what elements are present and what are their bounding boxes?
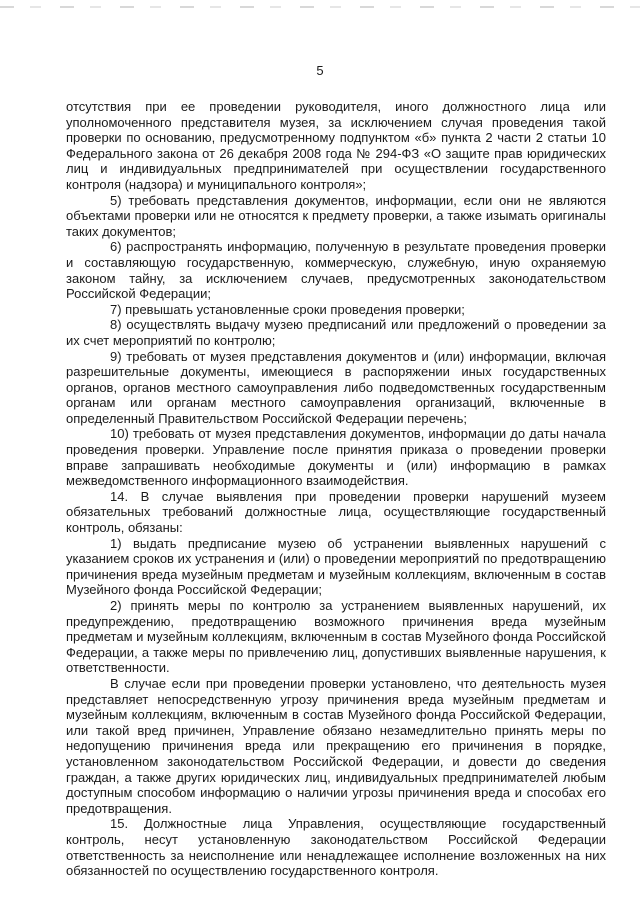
paragraph: 7) превышать установленные сроки проведения проверки;: [110, 301, 465, 317]
paragraph: 1) выдать предписание музею об устранении выявленных нарушений с указанием сроков их устранения и (или) о проведении мероприятий по предотвращению причинения вреда музейным предметам и музейным коллекциям, включенным в состав Музейного фонда Российской Федерации;: [66, 535, 606, 598]
paragraph: 5) требовать представления документов, информации, если они не являются объектами проверки или не относятся к предмету проверки, а также изымать оригиналы таких документов;: [66, 192, 606, 239]
paragraph: 8) осуществлять выдачу музею предписаний или предложений о проведении за их счет мероприятий по контролю;: [66, 317, 606, 348]
paragraph: 6) распространять информацию, полученную в результате проведения проверки и составляющую государственную, коммерческую, служебную, иную охраняемую законом тайну, за исключением случаев, предусмотренных законодательством Российской Федерации;: [66, 239, 606, 302]
paragraph: 9) требовать от музея представления документов и (или) информации, включая разрешительные документы, имеющиеся в распоряжении иных государственных органов, органов местного самоуправления либо подведомственных государственным органам или органам местного самоуправления организаций, включенные в определенный Правительством Российской Федерации перечень;: [66, 348, 606, 426]
paragraph: В случае если при проведении проверки установлено, что деятельность музея представляет непосредственную угрозу причинения вреда музейным предметам и музейным коллекциям, включенным в состав Музейного фонда Российской Федерации, или такой вред причинен, Управление обязано незамедлительно принять меры по недопущению причинения вреда или прекращению его причинения в порядке, установленном законодательством Российской Федерации, и довести до сведения граждан, а также других юридических лиц, индивидуальных предпринимателей любым доступным способом информацию о наличии угрозы причинения вреда и способах его предотвращения.: [66, 675, 606, 816]
paragraph: 10) требовать от музея представления документов, информации до даты начала проведения проверки. Управление после принятия приказа о проведении проверки вправе запрашивать необходимые документы и (или) информацию в рамках межведомственного информационного взаимодействия.: [66, 426, 606, 489]
document-body: [66, 99, 606, 879]
paragraph: отсутствия при ее проведении руководителя, иного должностного лица или уполномоченного представителя музея, за исключением случая проведения такой проверки по основанию, предусмотренному подпунктом «б» пункта 2 части 2 статьи 10 Федерального закона от 26 декабря 2008 года № 294-ФЗ «О защите прав юридических лиц и индивидуальных предпринимателей при осуществлении государственного контроля (надзора) и муниципального контроля»;: [66, 99, 606, 192]
scan-artifact: [0, 6, 640, 8]
page-number: 5: [316, 63, 324, 78]
paragraph: 14. В случае выявления при проведении проверки нарушений музеем обязательных требований должностные лица, осуществляющие государственный контроль, обязаны:: [66, 488, 606, 536]
paragraph: 15. Должностные лица Управления, осуществляющие государственный контроль, несут установленную законодательством Российской Федерации ответственность за неисполнение или ненадлежащее исполнение возложенных на них обязанностей по осуществлению государственного контроля.: [66, 816, 606, 879]
paragraph: 2) принять меры по контролю за устранением выявленных нарушений, их предупреждению, предотвращению возможного причинения вреда музейным предметам и музейным коллекциям, включенным в состав Музейного фонда Российской Федерации, а также меры по привлечению лиц, допустивших выявленные нарушения, к ответственности.: [66, 598, 606, 676]
